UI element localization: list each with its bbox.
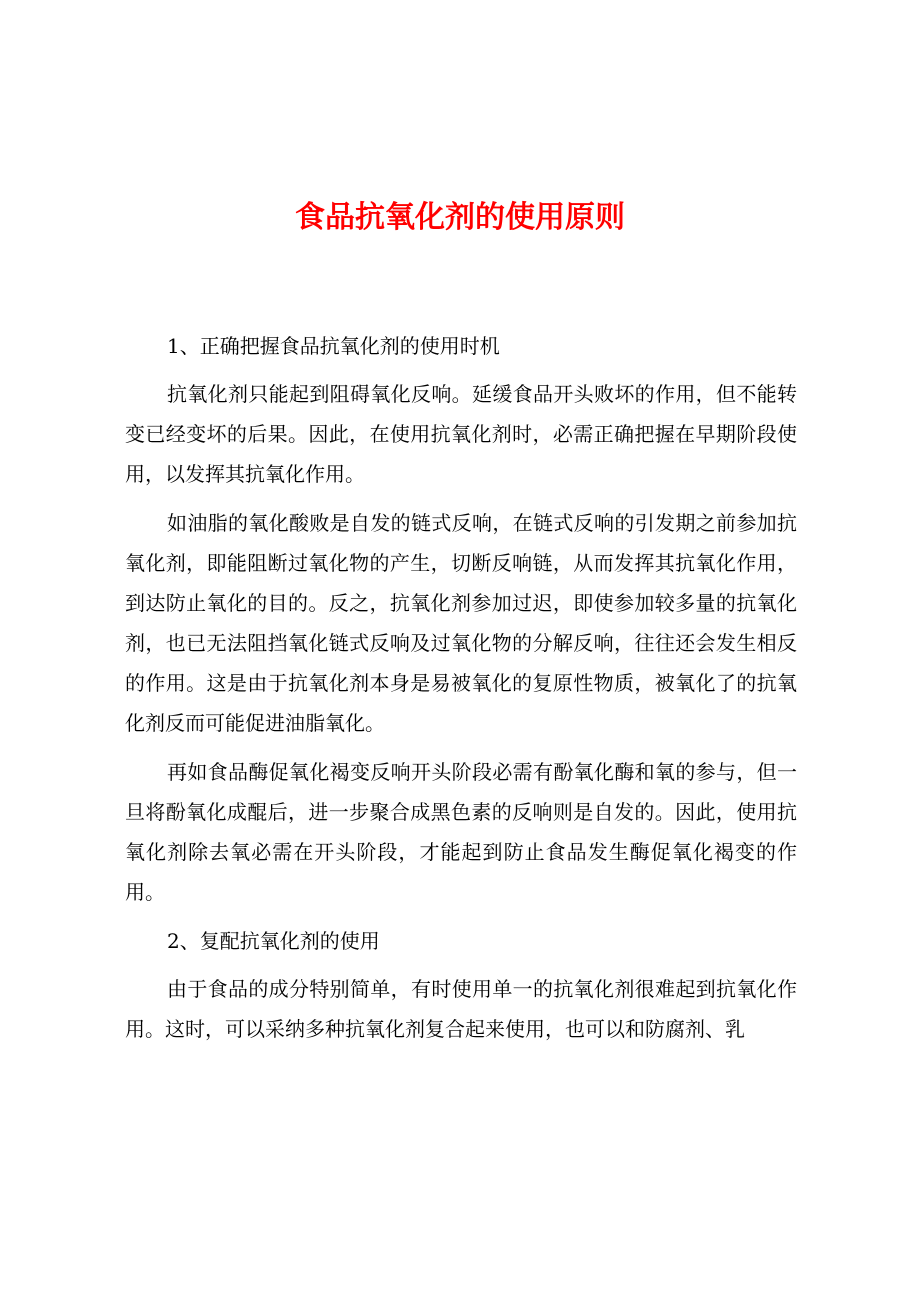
section-heading-2: 2、复配抗氧化剂的使用 xyxy=(167,929,380,953)
document-body xyxy=(125,326,797,1058)
section-heading-1: 1、正确把握食品抗氧化剂的使用时机 xyxy=(167,334,500,358)
paragraph: 再如食品酶促氧化褐变反响开头阶段必需有酚氧化酶和氧的参与，但一旦将酚氧化成醌后，进一步聚合成黑色素的反响则是自发的。因此，使用抗氧化剂除去氧必需在开头阶段，才能起到防止食品发生酶促氧化褐变的作用。 xyxy=(125,760,797,904)
document-title: 食品抗氧化剂的使用原则 xyxy=(295,200,625,235)
paragraph: 抗氧化剂只能起到阻碍氧化反响。延缓食品开头败坏的作用，但不能转变已经变坏的后果。因此，在使用抗氧化剂时，必需正确把握在早期阶段使用，以发挥其抗氧化作用。 xyxy=(125,382,797,486)
paragraph: 如油脂的氧化酸败是自发的链式反响，在链式反响的引发期之前参加抗氧化剂，即能阻断过氧化物的产生，切断反响链，从而发挥其抗氧化作用，到达防止氧化的目的。反之，抗氧化剂参加过迟，即使参加较多量的抗氧化剂，也已无法阻挡氧化链式反响及过氧化物的分解反响，往往还会发生相反的作用。这是由于抗氧化剂本身是易被氧化的复原性物质，被氧化了的抗氧化剂反而可能促进油脂氧化。 xyxy=(125,511,797,735)
paragraph: 由于食品的成分特别简单，有时使用单一的抗氧化剂很难起到抗氧化作用。这时，可以采纳多种抗氧化剂复合起来使用，也可以和防腐剂、乳 xyxy=(125,977,797,1041)
